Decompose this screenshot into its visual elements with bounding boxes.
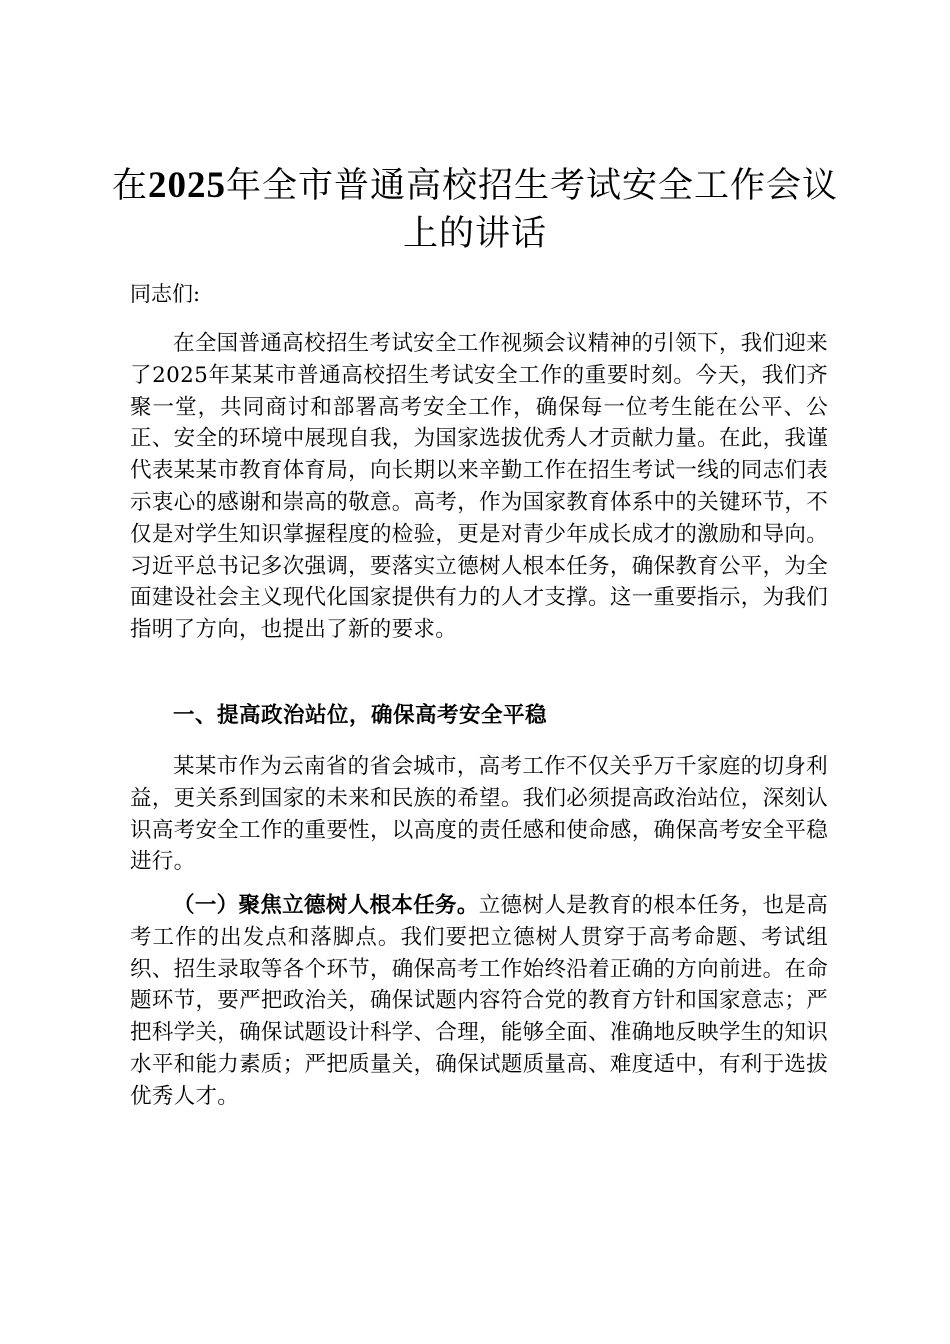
subsection-1-lead: （一）聚焦立德树人根本任务。 [173,893,479,918]
title-prefix: 在 [111,166,148,206]
title-year: 2025 [148,165,226,206]
intro-paragraph: 在全国普通高校招生考试安全工作视频会议精神的引领下，我们迎来了2025年某某市普通高校招生考试安全工作的重要时刻。今天，我们齐聚一堂，共同商讨和部署高考安全工作，确保每一位考生能在公平、公正、安全的环境中展现自我，为国家选拔优秀人才贡献力量。在此，我谨代表某某市教育体育局，向长期以来辛勤工作在招生考试一线的同志们表示衷心的感谢和崇高的敬意。高考，作为国家教育体系中的关键环节，不仅是对学生知识掌握程度的检验，更是对青少年成长成才的激励和导向。习近平总书记多次强调，要落实立德树人根本任务，确保教育公平，为全面建设社会主义现代化国家提供有力的人才支撑。这一重要指示，为我们指明了方向，也提出了新的要求。 [130,331,828,643]
section-1-paragraph: 某某市作为云南省的省会城市，高考工作不仅关乎万千家庭的切身利益，更关系到国家的未来和民族的希望。我们必须提高政治站位，深刻认识高考安全工作的重要性，以高度的责任感和使命感，确保高考安全平稳进行。 [130,754,828,875]
document-title [100,162,850,258]
salutation: 同志们: [130,282,201,306]
title-rest: 年全市普通高校招生考试安全工作会议上的讲话 [226,166,839,254]
subsection-1-paragraph [130,890,828,1113]
section-1-heading: 一、提高政治站位，确保高考安全平稳 [173,703,548,728]
subsection-1-text: 立德树人是教育的根本任务，也是高考工作的出发点和落脚点。我们要把立德树人贯穿于高考命题、考试组织、招生录取等各个环节，确保高考工作始终沿着正确的方向前进。在命题环节，要严把政治关，确保试题内容符合党的教育方针和国家意志；严把科学关，确保试题设计科学、合理，能够全面、准确地反映学生的知识水平和能力素质；严把质量关，确保试题质量高、难度适中，有利于选拔优秀人才。 [130,893,828,1109]
